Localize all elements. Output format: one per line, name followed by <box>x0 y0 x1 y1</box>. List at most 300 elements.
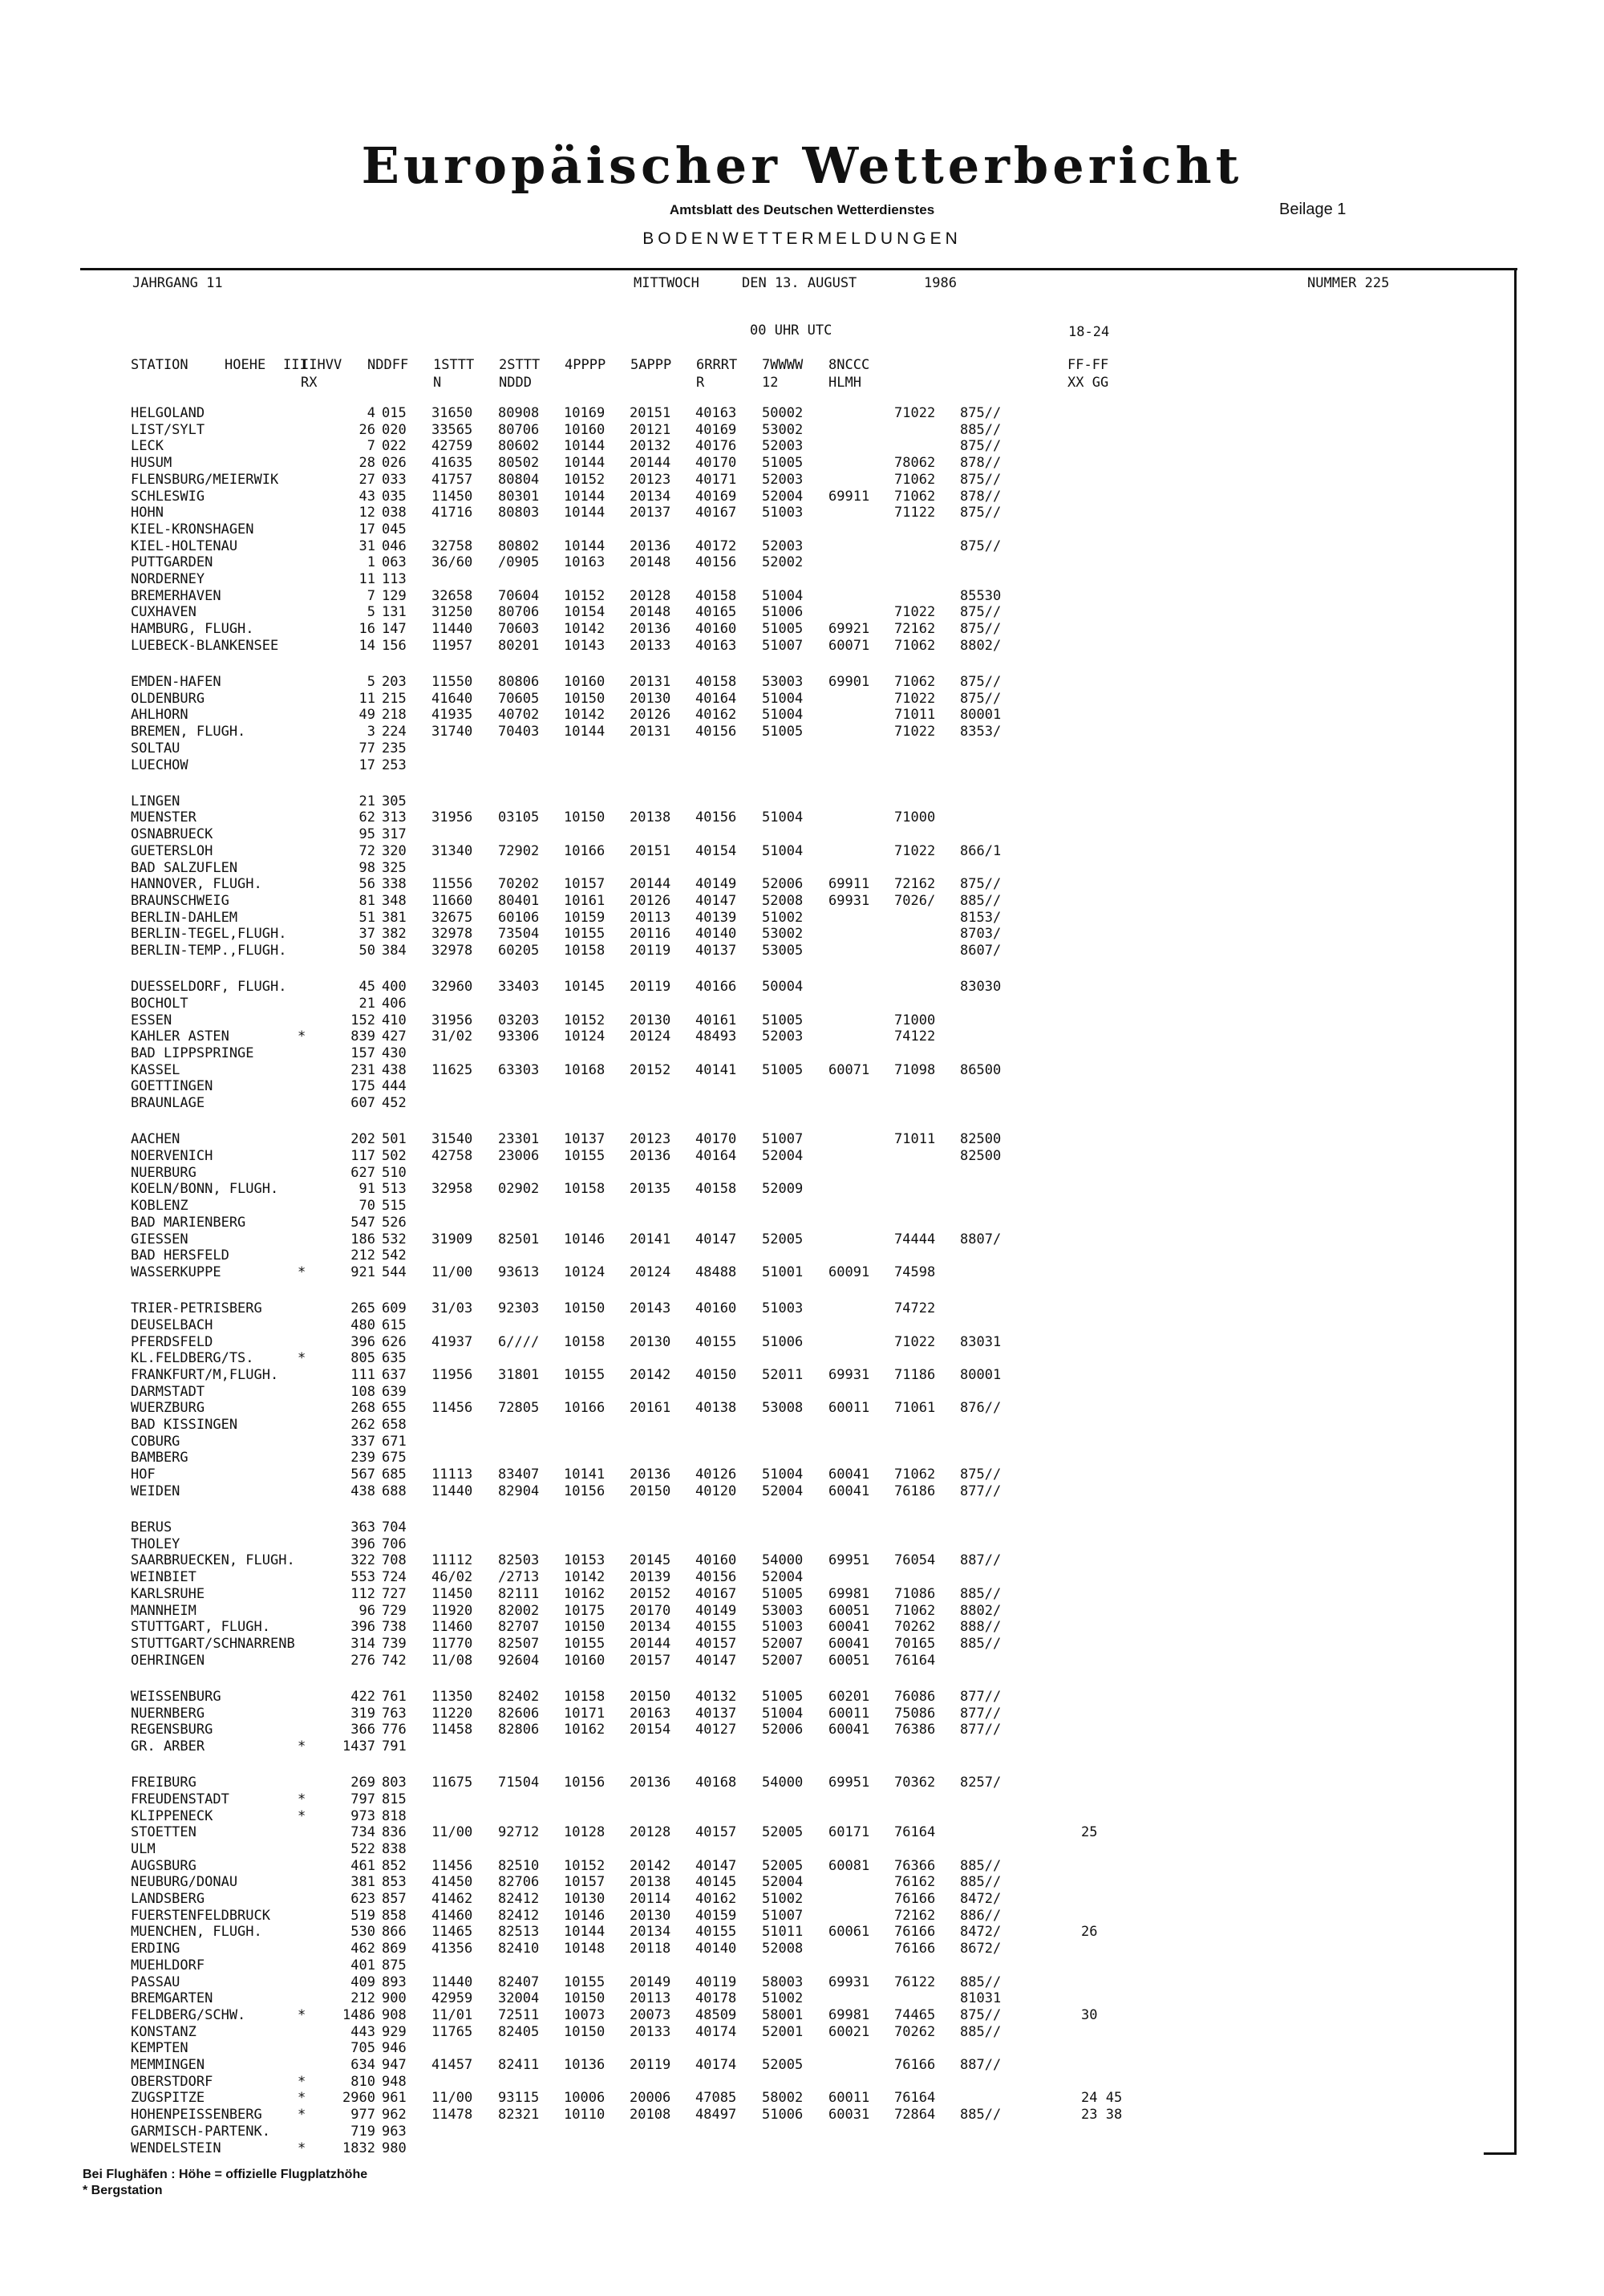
station-name: PFERDSFELD <box>131 1333 213 1350</box>
station-name: ZUGSPITZE <box>131 2090 205 2107</box>
group-4pppp: 40170 <box>695 1131 737 1148</box>
station-index: 706 <box>382 1535 407 1552</box>
group-4pppp: 40159 <box>695 1907 737 1924</box>
group-iihvv: 31/03 <box>431 1300 473 1317</box>
elevation: 98 <box>358 859 375 876</box>
group-iihvv: 33565 <box>431 421 473 438</box>
group-nddff: 92712 <box>498 1824 540 1841</box>
group-iihvv: 41635 <box>431 455 473 472</box>
group-6rrrt: 60041 <box>828 1635 870 1652</box>
group-2sttt: 20130 <box>630 690 671 707</box>
group-1sttt: 10142 <box>564 707 606 724</box>
date-label: DEN 13. AUGUST <box>742 275 857 291</box>
station-index: 203 <box>382 674 407 690</box>
elevation: 2960 <box>342 2090 375 2107</box>
station-index: 406 <box>382 995 407 1012</box>
group-4pppp: 40171 <box>695 471 737 488</box>
table-row <box>131 1636 1414 1653</box>
station-name: SAARBRUECKEN, FLUGH. <box>131 1552 295 1569</box>
group-nddff: 82321 <box>498 2107 540 2124</box>
elevation: 157 <box>350 1045 375 1061</box>
group-5appp: 51005 <box>762 1012 804 1028</box>
group-4pppp: 40147 <box>695 1857 737 1874</box>
group-6rrrt: 69931 <box>828 1974 870 1990</box>
group-nddff: 23301 <box>498 1131 540 1148</box>
station-index: 129 <box>382 587 407 604</box>
table-row <box>131 1181 1414 1198</box>
station-index: 818 <box>382 1807 407 1824</box>
group-nddff: 82411 <box>498 2057 540 2073</box>
elevation: 62 <box>358 809 375 826</box>
group-iihvv: 11458 <box>431 1722 473 1738</box>
group-7wwww: 71000 <box>894 809 936 826</box>
group-4pppp: 40147 <box>695 1231 737 1247</box>
group-iihvv: 11556 <box>431 876 473 893</box>
table-row <box>131 1417 1414 1434</box>
station-name: BRAUNSCHWEIG <box>131 892 229 909</box>
station-name: BREMEN, FLUGH. <box>131 724 246 740</box>
group-5appp: 51004 <box>762 1466 804 1483</box>
group-1sttt: 10144 <box>564 438 606 455</box>
elevation: 705 <box>350 2040 375 2057</box>
group-2sttt: 20136 <box>630 1466 671 1483</box>
station-index: 961 <box>382 2090 407 2107</box>
group-6rrrt: 60031 <box>828 2107 870 2124</box>
column-header <box>433 356 474 391</box>
group-4pppp: 40164 <box>695 1148 737 1164</box>
group-1sttt: 10153 <box>564 1552 606 1569</box>
group-4pppp: 40168 <box>695 1775 737 1791</box>
elevation: 797 <box>350 1791 375 1807</box>
group-nddff: 93306 <box>498 1028 540 1045</box>
group-8nccc: 876// <box>960 1400 1002 1417</box>
group-8nccc: 887// <box>960 2057 1002 2073</box>
group-1sttt: 10152 <box>564 587 606 604</box>
group-1sttt: 10157 <box>564 1874 606 1891</box>
group-5appp: 51006 <box>762 1333 804 1350</box>
station-index: 853 <box>382 1874 407 1891</box>
elevation: 96 <box>358 1602 375 1619</box>
group-2sttt: 20132 <box>630 438 671 455</box>
group-7wwww: 71022 <box>894 724 936 740</box>
station-name: WEIDEN <box>131 1483 180 1499</box>
group-8nccc: 877// <box>960 1722 1002 1738</box>
table-row <box>131 1519 1414 1536</box>
table-row <box>131 1722 1414 1738</box>
group-iihvv: 36/60 <box>431 554 473 571</box>
group-8nccc: 885// <box>960 1585 1002 1602</box>
group-8nccc: 875// <box>960 1466 1002 1483</box>
group-5appp: 53002 <box>762 926 804 943</box>
station-name: KOBLENZ <box>131 1198 188 1215</box>
elevation: 72 <box>358 842 375 859</box>
group-5appp: 51005 <box>762 724 804 740</box>
station-index: 131 <box>382 604 407 621</box>
group-iihvv: 41460 <box>431 1907 473 1924</box>
station-name: ESSEN <box>131 1012 172 1028</box>
group-4pppp: 40162 <box>695 1891 737 1907</box>
station-name: KASSEL <box>131 1061 180 1078</box>
station-name: BAD SALZUFLEN <box>131 859 238 876</box>
table-row <box>131 521 1414 538</box>
group-4pppp: 40137 <box>695 1705 737 1722</box>
group-4pppp: 40160 <box>695 1552 737 1569</box>
group-5appp: 51004 <box>762 587 804 604</box>
station-name: HOHN <box>131 505 164 521</box>
elevation: 268 <box>350 1400 375 1417</box>
elevation: 262 <box>350 1417 375 1433</box>
table-row <box>131 1552 1414 1569</box>
group-6rrrt: 60011 <box>828 1400 870 1417</box>
station-index: 046 <box>382 537 407 554</box>
station-name: OLDENBURG <box>131 690 205 707</box>
group-8nccc: 8472/ <box>960 1924 1002 1941</box>
elevation: 5 <box>367 674 375 690</box>
table-row <box>131 1957 1414 1974</box>
group-1sttt: 10152 <box>564 471 606 488</box>
column-header <box>301 356 342 391</box>
group-nddff: 03203 <box>498 1012 540 1028</box>
table-row <box>131 724 1414 740</box>
group-5appp: 51004 <box>762 690 804 707</box>
group-1sttt: 10150 <box>564 1619 606 1636</box>
group-iihvv: 31740 <box>431 724 473 740</box>
table-row <box>131 2074 1414 2091</box>
group-5appp: 51001 <box>762 1264 804 1280</box>
group-8nccc: 81031 <box>960 1990 1002 2007</box>
group-7wwww: 74465 <box>894 2006 936 2023</box>
station-name: AUGSBURG <box>131 1857 196 1874</box>
supplement-label: Beilage 1 <box>1279 201 1347 218</box>
group-iihvv: 41937 <box>431 1333 473 1350</box>
column-header-line1: III <box>283 357 308 373</box>
table-row <box>131 554 1414 571</box>
column-header <box>225 356 265 374</box>
group-2sttt: 20119 <box>630 979 671 996</box>
mountain-marker: * <box>298 2073 306 2090</box>
station-name: HANNOVER, FLUGH. <box>131 876 262 893</box>
station-name: BRAUNLAGE <box>131 1095 205 1112</box>
elevation: 547 <box>350 1214 375 1231</box>
group-5appp: 52004 <box>762 1148 804 1164</box>
column-header-line2: HLMH <box>828 375 861 391</box>
elevation: 45 <box>358 979 375 996</box>
group-4pppp: 40141 <box>695 1061 737 1078</box>
group-4pppp: 40154 <box>695 842 737 859</box>
group-nddff: 82002 <box>498 1602 540 1619</box>
station-index: 980 <box>382 2140 407 2156</box>
group-4pppp: 40163 <box>695 637 737 654</box>
group-7wwww: 76164 <box>894 2090 936 2107</box>
group-6rrrt: 60171 <box>828 1824 870 1841</box>
elevation: 276 <box>350 1652 375 1669</box>
elevation: 26 <box>358 421 375 438</box>
group-5appp: 52004 <box>762 1569 804 1586</box>
group-1sttt: 10160 <box>564 1652 606 1669</box>
group-nddff: 70202 <box>498 876 540 893</box>
station-index: 501 <box>382 1131 407 1148</box>
station-name: KIEL-KRONSHAGEN <box>131 521 254 537</box>
group-1sttt: 10161 <box>564 892 606 909</box>
table-row <box>131 604 1414 621</box>
table-row <box>131 979 1414 996</box>
group-2sttt: 20142 <box>630 1366 671 1383</box>
group-iihvv: 41640 <box>431 690 473 707</box>
group-8nccc: 875// <box>960 690 1002 707</box>
group-8nccc: 80001 <box>960 707 1002 724</box>
group-iihvv: 32758 <box>431 537 473 554</box>
group-7wwww: 76386 <box>894 1722 936 1738</box>
table-row <box>131 538 1414 555</box>
elevation: 212 <box>350 1247 375 1264</box>
station-index: 637 <box>382 1366 407 1383</box>
group-2sttt: 20157 <box>630 1652 671 1669</box>
station-index: 235 <box>382 740 407 757</box>
group-4pppp: 40178 <box>695 1990 737 2007</box>
group-iihvv: 42758 <box>431 1148 473 1164</box>
group-4pppp: 40160 <box>695 1300 737 1317</box>
table-row <box>131 621 1414 638</box>
group-1sttt: 10169 <box>564 405 606 421</box>
group-1sttt: 10150 <box>564 1990 606 2007</box>
station-index: 305 <box>382 793 407 809</box>
group-4pppp: 40138 <box>695 1400 737 1417</box>
group-2sttt: 20130 <box>630 1333 671 1350</box>
table-row <box>131 674 1414 691</box>
column-header-line1: IIHVV <box>301 357 342 373</box>
group-5appp: 51004 <box>762 1705 804 1722</box>
group-iihvv: 11350 <box>431 1688 473 1705</box>
group-8nccc: 887// <box>960 1552 1002 1569</box>
station-name: DUESSELDORF, FLUGH. <box>131 979 287 996</box>
group-4pppp: 40170 <box>695 455 737 472</box>
group-nddff: 82503 <box>498 1552 540 1569</box>
table-row <box>131 1603 1414 1620</box>
group-1sttt: 10150 <box>564 809 606 826</box>
table-row <box>131 757 1414 774</box>
group-5appp: 51003 <box>762 1619 804 1636</box>
group-4pppp: 48493 <box>695 1028 737 1045</box>
group-4pppp: 40149 <box>695 876 737 893</box>
table-row <box>131 1536 1414 1553</box>
group-1sttt: 10158 <box>564 1181 606 1198</box>
station-name: SCHLESWIG <box>131 488 205 505</box>
group-8nccc: 875// <box>960 674 1002 690</box>
mountain-marker: * <box>298 1807 306 1824</box>
group-1sttt: 10145 <box>564 979 606 996</box>
group-7wwww: 76166 <box>894 1941 936 1957</box>
group-iihvv: 11660 <box>431 892 473 909</box>
group-2sttt: 20150 <box>630 1688 671 1705</box>
station-index: 510 <box>382 1164 407 1181</box>
group-4pppp: 40176 <box>695 438 737 455</box>
elevation: 12 <box>358 505 375 521</box>
station-name: BREMERHAVEN <box>131 587 221 604</box>
group-1sttt: 10006 <box>564 2090 606 2107</box>
group-nddff: 40702 <box>498 707 540 724</box>
station-index: 704 <box>382 1519 407 1535</box>
table-row <box>131 826 1414 843</box>
group-2sttt: 20145 <box>630 1552 671 1569</box>
group-7wwww: 72162 <box>894 1907 936 1924</box>
group-4pppp: 40167 <box>695 1585 737 1602</box>
group-2sttt: 20126 <box>630 892 671 909</box>
group-8nccc: 83031 <box>960 1333 1002 1350</box>
station-name: GARMISCH-PARTENK. <box>131 2123 270 2140</box>
section-title: BODENWETTERMELDUNGEN <box>642 229 962 248</box>
group-2sttt: 20128 <box>630 587 671 604</box>
station-index: 803 <box>382 1775 407 1791</box>
group-8nccc: 83030 <box>960 979 1002 996</box>
station-index: 224 <box>382 724 407 740</box>
group-nddff: 93115 <box>498 2090 540 2107</box>
elevation: 719 <box>350 2123 375 2140</box>
group-7wwww: 71011 <box>894 707 936 724</box>
group-iihvv: 31956 <box>431 1012 473 1028</box>
group-4pppp: 40147 <box>695 892 737 909</box>
column-header-line2: 12 <box>762 375 779 391</box>
group-6rrrt: 69951 <box>828 1775 870 1791</box>
group-5appp: 52003 <box>762 537 804 554</box>
group-5appp: 50004 <box>762 979 804 996</box>
group-iihvv: 11/00 <box>431 2090 473 2107</box>
group-5appp: 53003 <box>762 1602 804 1619</box>
table-row <box>131 943 1414 959</box>
table-row <box>131 1095 1414 1112</box>
group-5appp: 51007 <box>762 1907 804 1924</box>
gust-value: 25 <box>1081 1824 1098 1841</box>
station-name: OEHRINGEN <box>131 1652 205 1669</box>
report-title: Europäischer Wetterbericht <box>361 136 1243 195</box>
station-index: 900 <box>382 1990 407 2007</box>
group-8nccc: 875// <box>960 505 1002 521</box>
group-4pppp: 40155 <box>695 1924 737 1941</box>
table-row <box>131 926 1414 943</box>
group-6rrrt: 69921 <box>828 621 870 638</box>
group-iihvv: 32658 <box>431 587 473 604</box>
station-name: WASSERKUPPE <box>131 1264 221 1280</box>
gust-period: 18-24 <box>1068 324 1110 340</box>
group-1sttt: 10144 <box>564 455 606 472</box>
group-2sttt: 20139 <box>630 1569 671 1586</box>
elevation: 973 <box>350 1807 375 1824</box>
column-header <box>828 356 869 391</box>
group-2sttt: 20163 <box>630 1705 671 1722</box>
column-header-line1: 6RRRT <box>696 357 738 373</box>
station-name: LUEBECK-BLANKENSEE <box>131 637 279 654</box>
table-row <box>131 1738 1414 1755</box>
table-row <box>131 1689 1414 1706</box>
group-iihvv: 32675 <box>431 909 473 926</box>
elevation: 396 <box>350 1333 375 1350</box>
station-index: 688 <box>382 1483 407 1499</box>
station-name: LINGEN <box>131 793 180 809</box>
group-2sttt: 20126 <box>630 707 671 724</box>
table-row <box>131 1824 1414 1841</box>
group-6rrrt: 60051 <box>828 1652 870 1669</box>
group-iihvv: 11/00 <box>431 1264 473 1280</box>
group-2sttt: 20113 <box>630 1990 671 2007</box>
group-2sttt: 20124 <box>630 1264 671 1280</box>
station-name: EMDEN-HAFEN <box>131 674 221 690</box>
mountain-marker: * <box>298 2107 306 2124</box>
station-index: 033 <box>382 471 407 488</box>
group-8nccc: 875// <box>960 2006 1002 2023</box>
observation-time: 00 UHR UTC <box>750 322 832 339</box>
elevation: 14 <box>358 637 375 654</box>
group-8nccc: 886// <box>960 1907 1002 1924</box>
station-name: COBURG <box>131 1433 180 1450</box>
group-5appp: 52008 <box>762 1941 804 1957</box>
station-name: THOLEY <box>131 1535 180 1552</box>
station-name: KIEL-HOLTENAU <box>131 537 238 554</box>
group-4pppp: 40149 <box>695 1602 737 1619</box>
group-iihvv: 32978 <box>431 926 473 943</box>
group-1sttt: 10146 <box>564 1231 606 1247</box>
group-5appp: 52001 <box>762 2023 804 2040</box>
group-iihvv: 11456 <box>431 1857 473 1874</box>
group-iihvv: 41450 <box>431 1874 473 1891</box>
table-row <box>131 996 1414 1012</box>
year-label: 1986 <box>924 275 957 291</box>
station-name: WUERZBURG <box>131 1400 205 1417</box>
elevation: 81 <box>358 892 375 909</box>
group-1sttt: 10150 <box>564 690 606 707</box>
group-5appp: 53005 <box>762 943 804 959</box>
station-name: LIST/SYLT <box>131 421 205 438</box>
group-2sttt: 20119 <box>630 2057 671 2073</box>
group-7wwww: 71022 <box>894 405 936 421</box>
column-header <box>367 356 408 374</box>
group-1sttt: 10144 <box>564 724 606 740</box>
group-5appp: 52011 <box>762 1366 804 1383</box>
elevation: 396 <box>350 1619 375 1636</box>
group-iihvv: 46/02 <box>431 1569 473 1586</box>
station-name: BOCHOLT <box>131 995 188 1012</box>
table-row <box>131 2007 1414 2024</box>
group-4pppp: 48497 <box>695 2107 737 2124</box>
station-index: 671 <box>382 1433 407 1450</box>
group-8nccc: 877// <box>960 1705 1002 1722</box>
footnote-mountain-station: * Bergstation <box>83 2184 163 2197</box>
group-nddff: 80804 <box>498 471 540 488</box>
group-iihvv: 11460 <box>431 1619 473 1636</box>
group-2sttt: 20142 <box>630 1857 671 1874</box>
table-row <box>131 1350 1414 1367</box>
group-8nccc: 885// <box>960 1635 1002 1652</box>
group-7wwww: 71062 <box>894 674 936 690</box>
station-index: 427 <box>382 1028 407 1045</box>
group-4pppp: 40167 <box>695 505 737 521</box>
table-row <box>131 455 1414 472</box>
group-1sttt: 10155 <box>564 1366 606 1383</box>
group-4pppp: 40150 <box>695 1366 737 1383</box>
station-index: 791 <box>382 1738 407 1754</box>
group-nddff: 82513 <box>498 1924 540 1941</box>
table-row <box>131 1231 1414 1248</box>
group-7wwww: 71186 <box>894 1366 936 1383</box>
table-row <box>131 489 1414 505</box>
station-name: MEMMINGEN <box>131 2057 205 2073</box>
group-1sttt: 10155 <box>564 1148 606 1164</box>
group-8nccc: 885// <box>960 1874 1002 1891</box>
group-8nccc: 885// <box>960 2023 1002 2040</box>
group-1sttt: 10150 <box>564 2023 606 2040</box>
group-nddff: 93613 <box>498 1264 540 1280</box>
station-index: 708 <box>382 1552 407 1569</box>
group-7wwww: 71062 <box>894 637 936 654</box>
group-1sttt: 10073 <box>564 2006 606 2023</box>
